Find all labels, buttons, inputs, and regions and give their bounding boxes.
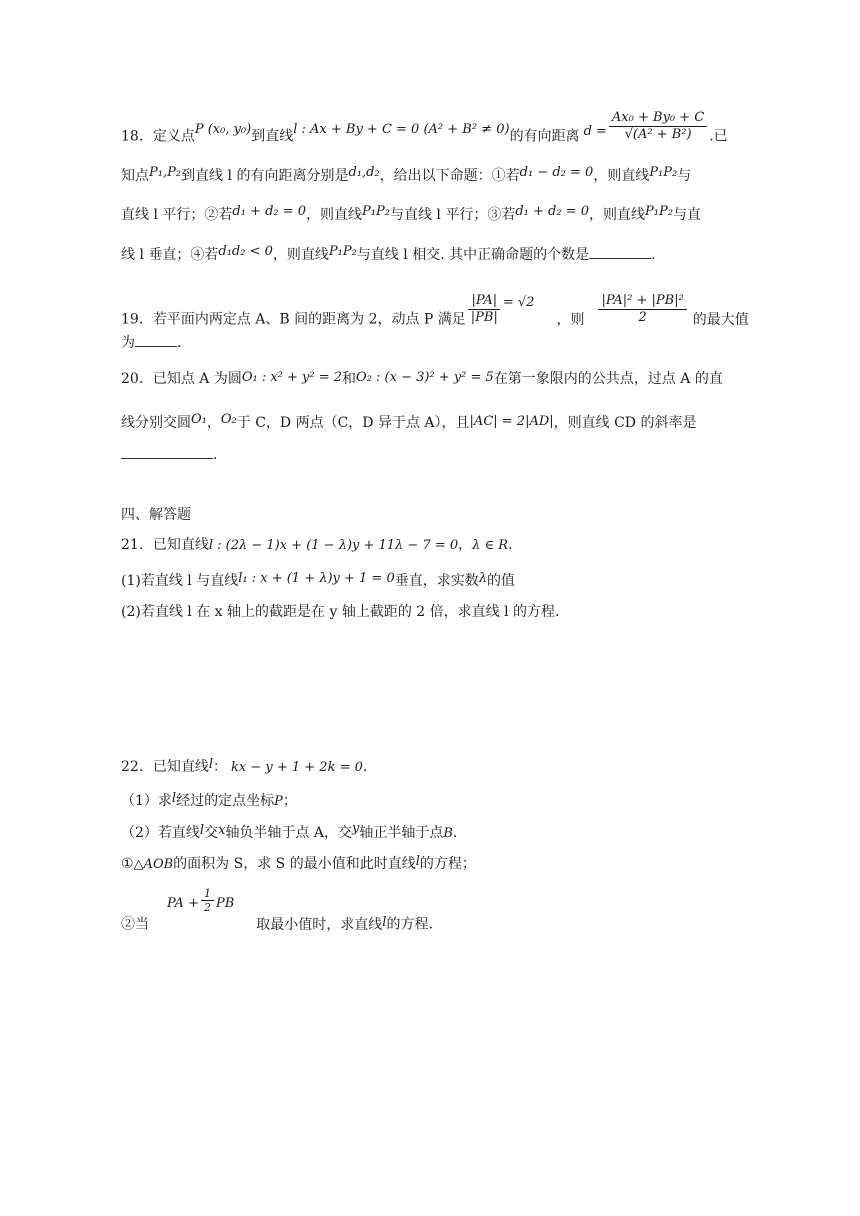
q20-answer-blank[interactable] xyxy=(121,444,213,459)
q21-text: 的值 xyxy=(486,573,515,589)
q20-text: 线分别交圆 xyxy=(121,415,191,431)
q19-text: 的最大值 xyxy=(692,311,749,328)
q19-ratio-rhs: = √2 xyxy=(502,294,535,310)
q21-line-l: l : (2λ − 1)x + (1 − λ)y + 11λ − 7 = 0 xyxy=(208,538,459,553)
q21-part2: (2)若直线 l 在 x 轴上的截距是在 y 轴上截距的 2 倍，求直线 l 的方程. xyxy=(121,604,560,620)
q18-text: ，给出以下命题：①若 xyxy=(379,168,520,184)
q20-line3 xyxy=(121,444,217,465)
q18-line-l: l : Ax + By + C = 0 (A² + B² ≠ 0) xyxy=(293,121,510,137)
q22-text: ① xyxy=(121,856,134,872)
q22-l: l xyxy=(208,757,213,772)
q22-text: 轴正半轴于点 xyxy=(359,825,444,841)
q18-point-p: P (x₀, y₀) xyxy=(194,121,252,137)
q22-b: B xyxy=(443,826,453,841)
q22-text: 取最小值时，求直线 xyxy=(256,916,383,933)
q18-p1p2: P₁P₂ xyxy=(649,165,678,180)
q19-expr-fraction xyxy=(598,293,686,326)
q22-x: x xyxy=(218,823,226,838)
q22-expr-pa: PA + xyxy=(167,895,199,911)
q22-l: l xyxy=(382,914,387,930)
q18-cond2: d₁ + d₂ = 0 xyxy=(232,204,307,219)
q18-line1 xyxy=(121,110,728,153)
q22-line1 xyxy=(121,757,367,778)
q21-text: 垂直，求实数 xyxy=(394,573,479,589)
q22-text: 轴负半轴于点 A，交 xyxy=(225,825,352,841)
q18-d-lhs: d = xyxy=(583,123,607,139)
q22-part2 xyxy=(121,823,457,844)
q18-cond3: d₁ + d₂ = 0 xyxy=(515,204,590,219)
q22-l: l xyxy=(415,854,420,869)
q18-p1p2: P₁P₂ xyxy=(362,204,390,219)
q22-l: l xyxy=(199,823,205,838)
q20-o1: O₁ xyxy=(191,412,207,427)
q19-line1 xyxy=(121,293,749,336)
q22-half-denominator: 2 xyxy=(203,901,211,914)
q18-text: . xyxy=(651,247,656,263)
q22-text: . xyxy=(452,825,458,841)
q22-text: 的方程； xyxy=(419,856,476,872)
q21-part1 xyxy=(121,571,515,592)
q20-o2: O₂ xyxy=(220,412,237,427)
q22-text: 交 xyxy=(204,825,219,841)
q22-y: y xyxy=(352,821,360,836)
q18-text: 与直线 l 相交. 其中正确命题的个数是 xyxy=(356,247,590,263)
q21-text: ， xyxy=(458,537,473,553)
q22-p: P xyxy=(274,794,283,809)
q18-text: ，则直线 xyxy=(272,247,329,263)
q18-line2 xyxy=(121,166,691,187)
q22-sub2 xyxy=(121,887,433,938)
q18-text: 与直线 l 平行；③若 xyxy=(389,207,516,223)
q20-circle2: O₂ : (x − 3)² + y² = 5 xyxy=(356,370,494,385)
q19-text: . xyxy=(177,335,182,351)
q18-p1p2: P₁P₂ xyxy=(328,244,357,259)
q22-l: l xyxy=(171,791,177,806)
q19-text: ，则 xyxy=(556,311,585,328)
q22-text: 22．已知直线 xyxy=(121,759,209,775)
q22-text: （1）求 xyxy=(121,793,172,809)
q22-text: ： xyxy=(213,759,227,775)
q22-triangle: △AOB xyxy=(133,857,174,872)
section-title: 四、解答题 xyxy=(121,507,191,523)
q21-text: 21．已知直线 xyxy=(121,537,209,553)
q18-text: ，则直线 xyxy=(306,207,363,223)
q20-text: 于 C，D 两点（C，D 异于点 A），且 xyxy=(236,415,470,431)
q19-answer-blank[interactable] xyxy=(135,332,177,347)
q18-suffix: .已 xyxy=(709,128,728,145)
q18-text: 知点 xyxy=(121,168,149,184)
q21-text: (1)若直线 l 与直线 xyxy=(121,573,239,589)
q18-line3 xyxy=(121,205,701,226)
q18-text: 直线 l 平行；②若 xyxy=(121,207,233,223)
q18-prefix: 18．定义点 xyxy=(121,128,195,145)
q19-line2 xyxy=(121,332,181,353)
q22-text: 的方程. xyxy=(386,916,433,933)
q18-mid: 到直线 xyxy=(251,128,294,145)
q22-half-numerator: 1 xyxy=(201,887,214,901)
q18-line4 xyxy=(121,244,656,266)
q18-mid2: 的有向距离 xyxy=(509,128,580,145)
q20-circle1: O₁ : x² + y² = 2 xyxy=(241,370,343,385)
q18-p1p2: P₁P₂ xyxy=(645,204,673,219)
q21-text: . xyxy=(508,537,513,553)
q18-cond4: d₁d₂ < 0 xyxy=(218,244,273,259)
q18-text: 到直线 l 的有向距离分别是 xyxy=(181,168,349,184)
q22-text: ； xyxy=(282,793,297,809)
q22-text: . xyxy=(362,759,368,775)
q18-d1d2: d₁,d₂ xyxy=(348,165,380,180)
q20-text: . xyxy=(213,447,218,463)
q19-ratio-numerator: |PA| xyxy=(468,293,500,310)
q22-text: 的面积为 S，求 S 的最小值和此时直线 xyxy=(173,856,416,872)
q18-d-numerator: Ax₀ + By₀ + C xyxy=(609,110,707,127)
q22-expr-pb: PB xyxy=(215,895,235,911)
q20-cond: |AC| = 2|AD| xyxy=(469,414,554,429)
q20-line1 xyxy=(121,369,723,390)
q18-answer-blank[interactable] xyxy=(589,244,651,259)
q20-text: 在第一象限内的公共点，过点 A 的直 xyxy=(493,371,723,387)
q20-text: ，则直线 CD 的斜率是 xyxy=(553,415,697,431)
q19-text: 为 xyxy=(121,335,135,351)
q21-lambda: λ xyxy=(478,571,487,586)
q19-text: 19．若平面内两定点 A、B 间的距离为 2，动点 P 满足 xyxy=(121,311,466,328)
q18-text: 与直 xyxy=(672,207,701,223)
q19-ratio-fraction xyxy=(468,293,501,326)
q18-d-fraction xyxy=(609,110,707,143)
q21-domain: λ ∈ R xyxy=(472,538,509,553)
q19-expr-numerator: |PA|² + |PB|² xyxy=(598,293,686,310)
q22-eq: kx − y + 1 + 2k = 0 xyxy=(231,760,363,775)
q22-part1 xyxy=(121,791,297,812)
q18-text: ，则直线 xyxy=(589,207,646,223)
q22-half-fraction xyxy=(201,887,214,914)
q20-text: 和 xyxy=(342,371,357,387)
q18-cond1: d₁ − d₂ = 0 xyxy=(519,165,594,180)
q22-sub1 xyxy=(121,854,476,875)
q18-text: 与 xyxy=(677,168,692,184)
q18-points-p1p2: P₁,P₂ xyxy=(149,165,182,180)
q21-line-l1: l₁ : x + (1 + λ)y + 1 = 0 xyxy=(238,571,395,586)
q18-text: ，则直线 xyxy=(593,168,650,184)
q19-expr-denominator: 2 xyxy=(638,310,647,325)
q22-text: 经过的定点坐标 xyxy=(176,793,275,809)
q18-d-denominator: √(A² + B²) xyxy=(624,127,692,142)
q19-ratio-denominator: |PB| xyxy=(470,310,498,325)
q22-text: ②当 xyxy=(121,916,149,933)
q20-text: 20．已知点 A 为圆 xyxy=(121,371,242,387)
q21-line1 xyxy=(121,535,513,556)
q20-text: ， xyxy=(206,415,221,431)
q22-text: （2）若直线 xyxy=(121,825,200,841)
q18-text: 线 l 垂直；④若 xyxy=(121,247,219,263)
q20-line2 xyxy=(121,413,696,434)
